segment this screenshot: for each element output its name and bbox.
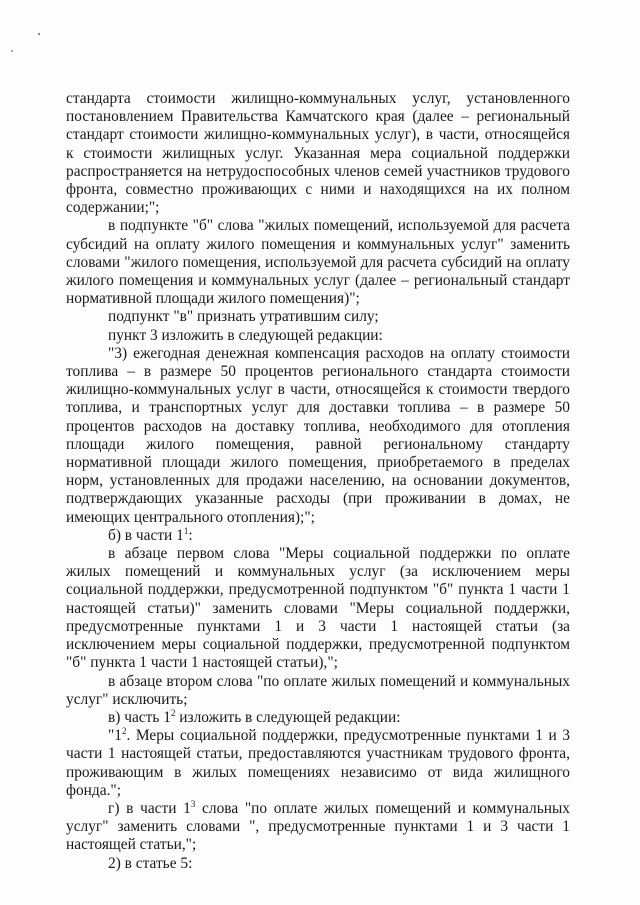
paragraph-continuation: стандарта стоимости жилищно-коммунальных услуг, установленного постановлением Правительства Камчатского края (далее – региональный стандарт стоимости жилищно-коммунальных услуг), в части, относящейся к стоимости жилищных услуг. Указанная мера социальной поддержки распространяется на нетрудоспособных членов семей участников трудового фронта, совместно проживающих с ними и находящихся на их полном содержании;"; — [66, 90, 570, 217]
document-body — [66, 90, 570, 873]
paragraph-first-abzac: в абзаце первом слова "Меры социальной поддержки по оплате жилых помещений и коммунальных услуг (за исключением меры социальной поддержки, предусмотренной подпунктом "б" пункта 1 части 1 настоящей статьи)" заменить словами "Меры социальной поддержки, предусмотренные пунктами 1 и 3 части 1 настоящей статьи (за исключением меры социальной поддержки, предусмотренной подпунктом "б" пункта 1 части 1 настоящей статьи),"; — [66, 545, 570, 672]
paragraph-part-1-2-text: "$1^2$. Меры социальной поддержки, предусмотренные пунктами 1 и 3 части 1 настоящей статьи, предоставляются участникам трудового фронта, проживающим в жилых помещениях независимо от вида жилищного фонда."; — [66, 726, 570, 799]
paragraph-item-b: б) в части $1^1$: — [108, 525, 193, 544]
paragraph-item-g: г) в части $1^3$ слова "по оплате жилых помещений и коммунальных услуг" заменить словами ", предусмотренные пунктами 1 и 3 части 1 настоящей статьи,"; — [66, 798, 570, 854]
paragraph-item-v: в) часть $1^2$ изложить в следующей редакции: — [108, 707, 401, 726]
scan-speck — [38, 33, 40, 35]
paragraph-point-3-text: "3) ежегодная денежная компенсация расходов на оплату стоимости топлива – в размере 50 процентов регионального стандарта стоимости жилищно-коммунальных услуг в части, относящейся к стоимости твердого топлива, и транспортных услуг для доставки топлива – в размере 50 процентов расходов на доставку топлива, необходимого для отопления площади жилого помещения, равной региональному стандарту нормативной площади жилого помещения, приобретаемого в пределах норм, установленных для продажи населению, на основании документов, подтверждающих указанные расходы (при проживании в домах, не имеющих центрального отопления);"; — [66, 344, 570, 526]
paragraph-second-abzac: в абзаце втором слова "по оплате жилых помещений и коммунальных услуг" исключить; — [66, 672, 570, 708]
paragraph-point-3-intro: пункт 3 изложить в следующей редакции: — [108, 326, 383, 344]
paragraph-subclause-v: подпункт "в" признать утратившим силу; — [108, 308, 379, 326]
paragraph-article-5: 2) в статье 5: — [108, 854, 193, 872]
paragraph-subclause-b: в подпункте "б" слова "жилых помещений, используемой для расчета субсидий на оплату жилого помещения и коммунальных услуг" заменить словами "жилого помещения, используемой для расчета субсидий на оплату жилого помещения и коммунальных услуг (далее – региональный стандарт нормативной площади жилого помещения)"; — [66, 217, 570, 308]
scan-speck — [11, 50, 13, 52]
